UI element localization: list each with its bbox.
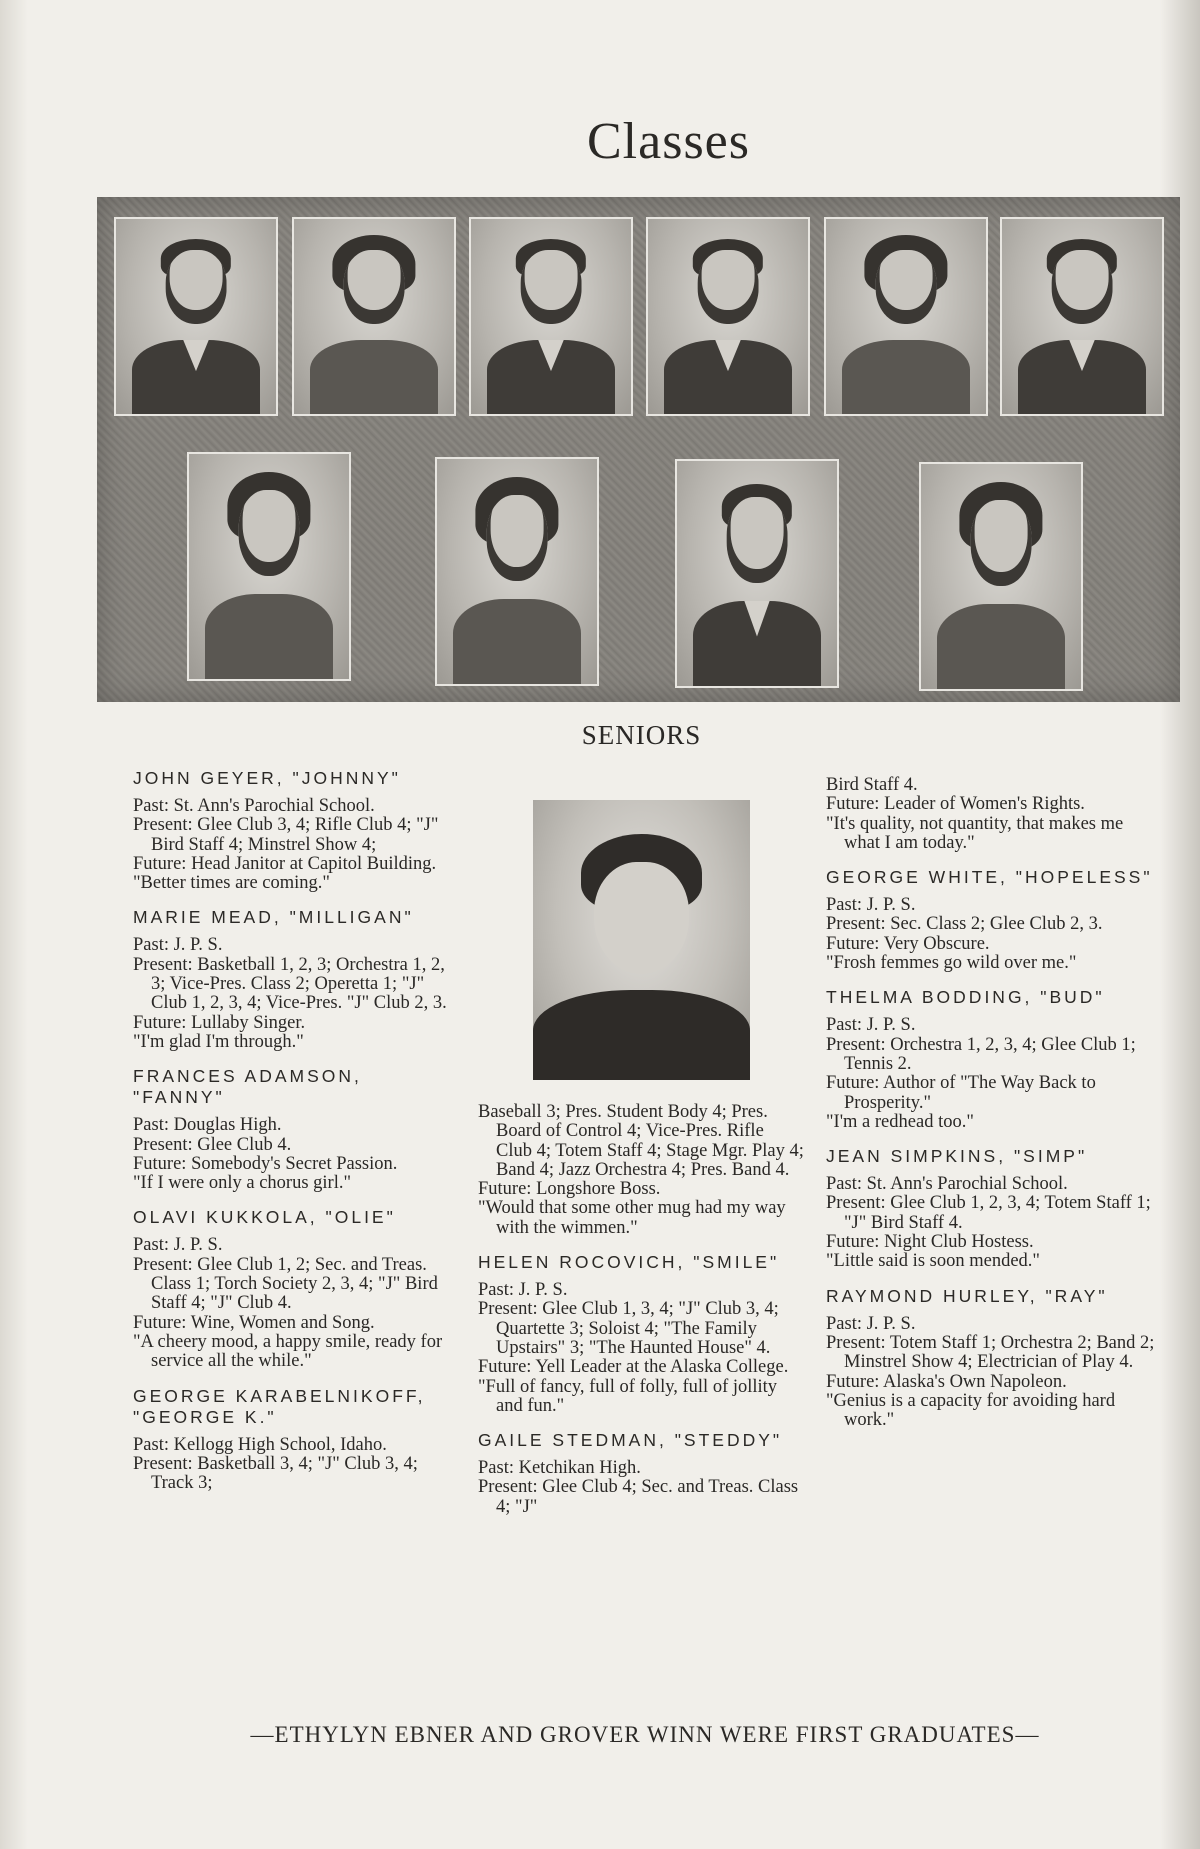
entry-line: Present: Glee Club 4; Sec. and Treas. Class 4; "J" <box>478 1477 799 1517</box>
senior-name: JEAN SIMPKINS, "SIMP" <box>826 1146 1088 1167</box>
senior-entry <box>478 1252 804 1416</box>
senior-entry <box>826 867 1156 973</box>
senior-portrait <box>187 452 351 681</box>
entry-line: Present: Glee Club 1, 2, 3, 4; Totem Staff 1; "J" Bird Staff 4. <box>826 1193 1151 1233</box>
entry-line: Present: Glee Club 1, 3, 4; "J" Club 3, 4; Quartette 3; Soloist 4; "The Family Upstairs" 3; "The Haunted House" 4. <box>478 1299 779 1358</box>
entry-line: Past: J. P. S. <box>826 1015 916 1036</box>
entry-line: "Genius is a capacity for avoiding hard work." <box>826 1390 1116 1431</box>
senior-entry <box>133 1386 458 1494</box>
senior-entry <box>133 907 458 1052</box>
senior-name: MARIE MEAD, "MILLIGAN" <box>133 907 414 928</box>
entry-line: Past: J. P. S. <box>478 1280 568 1301</box>
left-column <box>133 768 458 1507</box>
entry-line: Present: Glee Club 1, 2; Sec. and Treas. Class 1; Torch Society 2, 3, 4; "J" Bird Staff 4; "J" Club 4. <box>133 1254 438 1314</box>
entry-line: Present: Basketball 3, 4; "J" Club 3, 4; Track 3; <box>133 1453 418 1494</box>
senior-name: JOHN GEYER, "JOHNNY" <box>133 768 401 788</box>
entry-line: Present: Totem Staff 1; Orchestra 2; Band 2; Minstrel Show 4; Electrician of Play 4. <box>826 1332 1155 1373</box>
entry-line: Past: J. P. S. <box>133 935 223 956</box>
entry-line: Future: Lullaby Singer. <box>133 1012 306 1033</box>
senior-name: HELEN ROCOVICH, "SMILE" <box>478 1252 780 1273</box>
senior-portrait <box>675 459 839 688</box>
senior-name: THELMA BODDING, "BUD" <box>826 987 1105 1008</box>
entry-line: "Frosh femmes go wild over me." <box>826 953 1077 974</box>
entry-line: Baseball 3; Pres. Student Body 4; Pres. Board of Control 4; Vice-Pres. Rifle Club 4; Totem Staff 4; Stage Mgr. Play 4; Band 4; Jazz Orchestra 4; Pres. Band 4. <box>478 1102 804 1180</box>
senior-portrait <box>646 217 810 416</box>
entry-line: Future: Somebody's Secret Passion. <box>133 1153 398 1174</box>
senior-entry <box>826 1146 1156 1271</box>
senior-portrait-large <box>533 800 750 1080</box>
entry-line: Past: J. P. S. <box>826 1313 916 1334</box>
entry-line: Present: Sec. Class 2; Glee Club 2, 3. <box>826 914 1103 935</box>
entry-line: Past: St. Ann's Parochial School. <box>133 796 375 816</box>
entry-line: "If I were only a chorus girl." <box>133 1173 352 1194</box>
senior-name: FRANCES ADAMSON, "FANNY" <box>133 1066 362 1108</box>
page-title: Classes <box>587 113 750 170</box>
entry-line: "Better times are coming." <box>133 873 330 894</box>
senior-name: OLAVI KUKKOLA, "OLIE" <box>133 1207 396 1228</box>
entry-line: Future: Alaska's Own Napoleon. <box>826 1371 1067 1392</box>
senior-entry <box>133 768 458 893</box>
senior-entry <box>826 776 1156 853</box>
senior-photo-panel <box>97 197 1180 702</box>
entry-line: Future: Leader of Women's Rights. <box>826 794 1085 815</box>
entry-line: Future: Author of "The Way Back to Prosperity." <box>826 1073 1096 1113</box>
entry-line: Present: Glee Club 3, 4; Rifle Club 4; "J" Bird Staff 4; Minstrel Show 4; <box>133 815 439 855</box>
entry-line: Present: Orchestra 1, 2, 3, 4; Glee Club 1; Tennis 2. <box>826 1034 1136 1074</box>
entry-line: "Would that some other mug had my way with the wimmen." <box>478 1198 786 1238</box>
senior-entry <box>133 1066 458 1193</box>
entry-line: Present: Glee Club 4. <box>133 1134 292 1155</box>
entry-line: "I'm glad I'm through." <box>133 1031 304 1052</box>
senior-entry <box>826 987 1156 1132</box>
entry-line: Future: Night Club Hostess. <box>826 1232 1034 1253</box>
senior-entry <box>826 1286 1156 1431</box>
section-heading: SENIORS <box>581 720 702 750</box>
entry-line: Bird Staff 4. <box>826 775 918 795</box>
entry-line: Past: Douglas High. <box>133 1115 282 1136</box>
senior-portrait <box>469 217 633 416</box>
entry-line: Past: Kellogg High School, Idaho. <box>133 1434 387 1455</box>
senior-portrait <box>435 457 599 686</box>
entry-line: "A cheery mood, a happy smile, ready for service all the while." <box>133 1331 443 1372</box>
senior-name: GEORGE KARABELNIKOFF, "GEORGE K." <box>133 1385 426 1427</box>
senior-name: GAILE STEDMAN, "STEDDY" <box>478 1430 783 1451</box>
senior-entry <box>133 1207 458 1371</box>
senior-entry <box>478 1430 804 1517</box>
entry-line: Past: J. P. S. <box>133 1235 223 1256</box>
senior-entry <box>478 1103 804 1238</box>
entry-line: "It's quality, not quantity, that makes me what I am today." <box>826 813 1124 853</box>
senior-portrait <box>292 217 456 416</box>
entry-line: Past: St. Ann's Parochial School. <box>826 1174 1068 1195</box>
senior-portrait <box>824 217 988 416</box>
entry-line: Future: Very Obscure. <box>826 933 990 954</box>
entry-line: Present: Basketball 1, 2, 3; Orchestra 1, 2, 3; Vice-Pres. Class 2; Operetta 1; "J" Club 1, 2, 3, 4; Vice-Pres. "J" Club 2, 3. <box>133 954 447 1014</box>
senior-name: RAYMOND HURLEY, "RAY" <box>826 1285 1108 1306</box>
entry-line: Future: Wine, Women and Song. <box>133 1312 375 1333</box>
entry-line: Past: J. P. S. <box>826 895 916 916</box>
entry-line: Future: Head Janitor at Capitol Building. <box>133 853 437 874</box>
right-column <box>826 776 1156 1444</box>
senior-portrait <box>919 462 1083 691</box>
senior-name: GEORGE WHITE, "HOPELESS" <box>826 867 1153 888</box>
senior-portrait <box>114 217 278 416</box>
entry-line: "I'm a redhead too." <box>826 1111 974 1132</box>
senior-portrait <box>1000 217 1164 416</box>
entry-line: "Full of fancy, full of folly, full of jollity and fun." <box>478 1376 778 1416</box>
page-footer: —ETHYLYN EBNER AND GROVER WINN WERE FIRST GRADUATES— <box>250 1722 1040 1747</box>
entry-line: Future: Yell Leader at the Alaska College. <box>478 1357 789 1378</box>
middle-column <box>478 1103 804 1531</box>
entry-line: Past: Ketchikan High. <box>478 1458 641 1479</box>
page-edge-left <box>0 0 28 1849</box>
entry-line: Future: Longshore Boss. <box>478 1179 661 1200</box>
entry-line: "Little said is soon mended." <box>826 1251 1040 1272</box>
